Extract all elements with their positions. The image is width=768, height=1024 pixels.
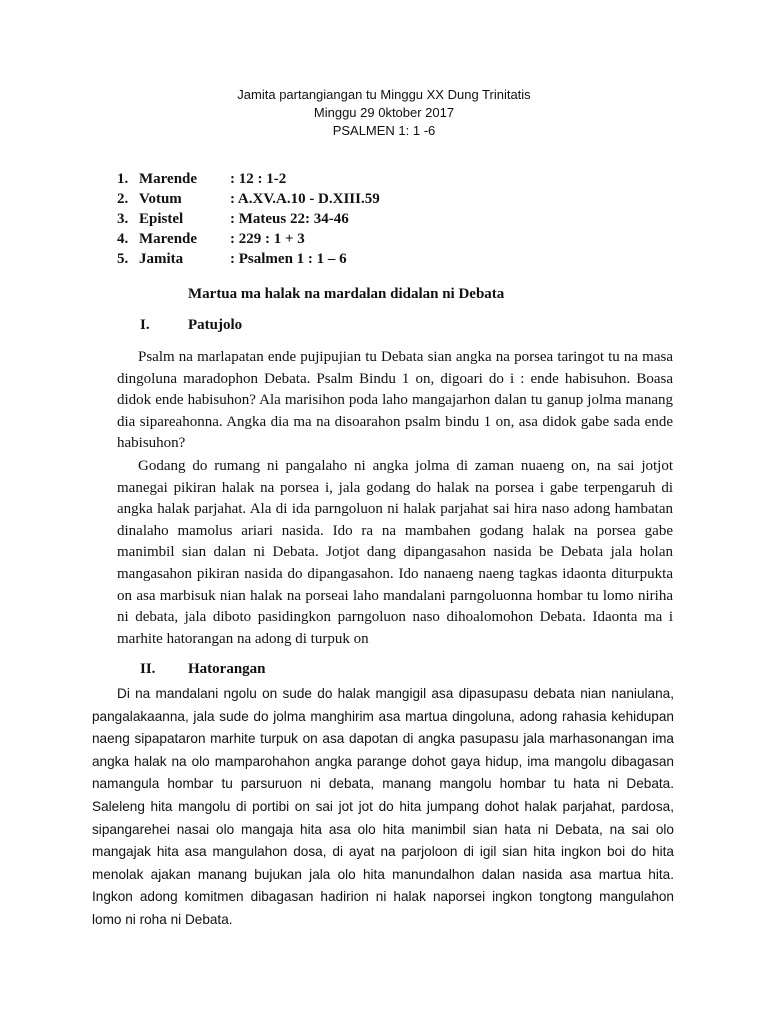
list-value: : Mateus 22: 34-46 — [230, 211, 349, 227]
list-name: Marende — [139, 171, 198, 187]
header-title: Jamita partangiangan tu Minggu XX Dung Trinitatis — [237, 87, 531, 102]
list-number: 1. — [117, 171, 129, 187]
section-2-number: II. — [140, 661, 156, 677]
list-value: : 12 : 1-2 — [230, 171, 287, 187]
list-number: 2. — [117, 191, 129, 207]
list-name: Marende — [139, 231, 198, 247]
list-value: : A.XV.A.10 - D.XIII.59 — [230, 191, 380, 207]
header-text: PSALMEN 1: 1 -6 — [332, 123, 436, 138]
section-2-heading: Hatorangan — [188, 661, 266, 677]
header-date: Minggu 29 0ktober 2017 — [313, 105, 455, 120]
sermon-title: Martua ma halak na mardalan didalan ni Debata — [188, 286, 505, 302]
list-name: Epistel — [139, 211, 184, 227]
section-1-heading: Patujolo — [188, 317, 243, 333]
list-name: Votum — [139, 191, 182, 207]
list-number: 5. — [117, 251, 129, 267]
section-1-number: I. — [140, 317, 150, 333]
list-name: Jamita — [139, 251, 184, 267]
list-number: 3. — [117, 211, 129, 227]
list-value: : Psalmen 1 : 1 – 6 — [230, 251, 347, 267]
section-1-paragraph-2: Godang do rumang ni pangalaho ni angka jolma di zaman nuaeng on, na sai jotjot manegai pikiran halak na porsea i, jala godang do halak na porsea i gabe terpengaruh di angka halak parjahat. Ala di ida parngoluon ni halak parjahat sai hira naso adong hambatan dinalaho mamolus ariari nasida. Ido ra na mambahen godang halak na porsea gabe manimbil sian dalan ni Debata. Jotjot dang dipangasahon nasida be Debata jala holan mangasahon pikiran nasida do dipangasahon. Ido nanaeng naeng tagkas idaonta diturpukta on asa marbisuk nian halak na porseai laho mandalani parngoluonna hombar tu lomo niriha ni debata, jala diboto pasidingkon parngoluon naso dihoalomohon Debata. Idaonta ma i marhite hatorangan na adong di turpuk on — [117, 458, 673, 647]
list-value: : 229 : 1 + 3 — [230, 231, 305, 247]
section-2-paragraph-1: Di na mandalani ngolu on sude do halak mangigil asa dipasupasu debata nian naniulana, pangalakaanna, jala sude do jolma manghirim asa martua dingoluna, adong rahasia kehidupan naeng sipapataron marhite turpuk on asa dapotan di angka pasupasu jala marhasonangan ima angka halak na olo mamparohahon angka parange dohot gaya hidup, ima mangolu dibagasan namangula hombar tu parsuruon ni debata, manang mangolu hombar tu hata ni Debata. Saleleng hita mangolu di portibi on sai jot jot do hita jumpang dohot halak parjahat, pardosa, sipangarehei nasai olo mangaja hita asa olo hita manimbil sian hata ni Debata, na sai olo mangajak hita asa mangulahon dosa, di ayat na parjoloon di igil sian hita ingkon boi do hita menolak ajakan manang bujukan jala olo hita manundalhon dalan nasida asa martua hita. Ingkon adong komitmen dibagasan hadirion ni halak naporsei ingkon tongtong mangulahon lomo ni roha ni Debata. — [92, 686, 674, 927]
list-number: 4. — [117, 231, 129, 247]
section-1-paragraph-1: Psalm na marlapatan ende pujipujian tu Debata sian angka na porsea taringot tu na masa dingoluna maradophon Debata. Psalm Bindu 1 on, digoari do i : ende habisuhon. Boasa didok ende habisuhon? Ala marisihon poda laho mangajarhon dalan tu ganup jolma manang dia sipareahonna. Angka dia ma na disoarahon psalm bindu 1 on, asa didok gabe sada ende habisuhon? — [117, 349, 673, 452]
